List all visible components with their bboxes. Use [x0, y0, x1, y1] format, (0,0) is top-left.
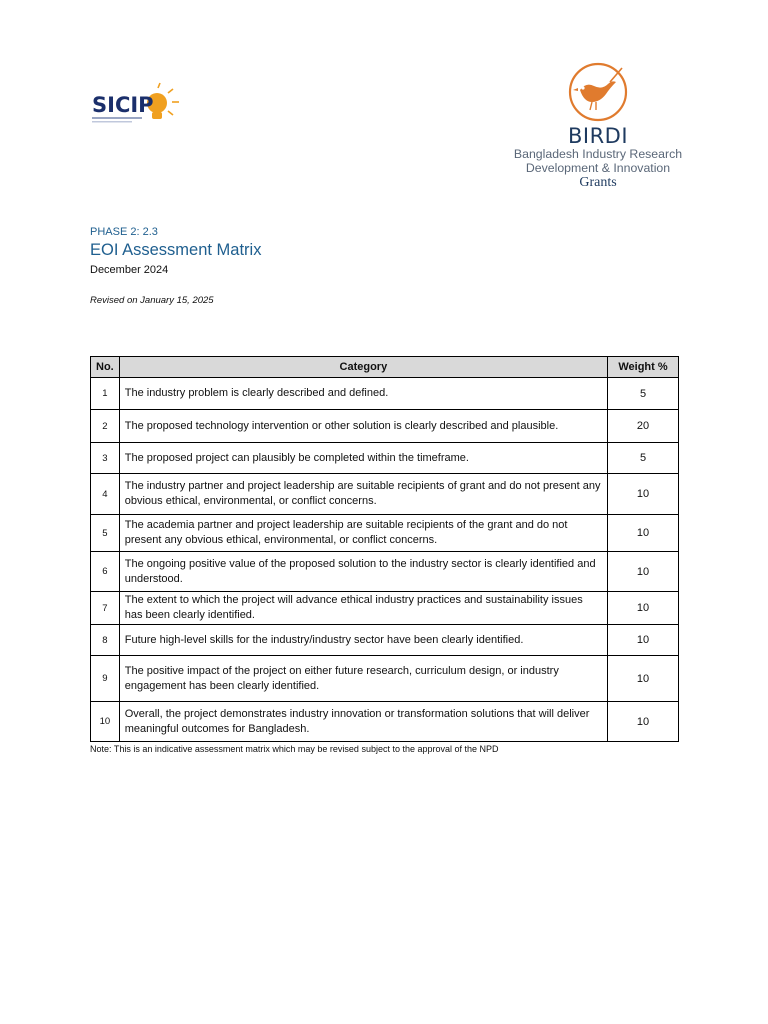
birdi-name: BIRDI [567, 124, 629, 148]
revised-date: Revised on January 15, 2025 [90, 295, 214, 306]
row-category: The academia partner and project leadership are suitable recipients of the grant and do not present any obvious ethical, environmental, or conflict concerns. [119, 515, 607, 552]
table-row [91, 443, 679, 474]
row-weight: 20 [608, 410, 679, 443]
row-weight: 10 [608, 552, 679, 592]
row-category: Overall, the project demonstrates industry innovation or transformation solutions that will deliver meaningful outcomes for Bangladesh. [119, 702, 607, 742]
row-category: The proposed technology intervention or other solution is clearly described and plausible. [119, 410, 607, 443]
assessment-matrix-table [90, 356, 679, 742]
row-category: Future high-level skills for the industry/industry sector have been clearly identified. [119, 625, 607, 656]
bird-icon [566, 60, 630, 124]
column-header-category: Category [119, 357, 607, 378]
row-number: 4 [91, 474, 120, 515]
table-row [91, 592, 679, 625]
table-note: Note: This is an indicative assessment matrix which may be revised subject to the approval of the NPD [90, 744, 499, 754]
row-weight: 5 [608, 378, 679, 410]
row-weight: 10 [608, 474, 679, 515]
birdi-subtitle-line1: Bangladesh Industry Research [513, 147, 683, 161]
row-category: The extent to which the project will advance ethical industry practices and sustainability issues has been clearly identified. [119, 592, 607, 625]
row-weight: 10 [608, 702, 679, 742]
row-weight: 10 [608, 515, 679, 552]
row-number: 5 [91, 515, 120, 552]
birdi-logo [508, 60, 688, 195]
table-row [91, 702, 679, 742]
row-category: The ongoing positive value of the proposed solution to the industry sector is clearly identified and understood. [119, 552, 607, 592]
row-number: 2 [91, 410, 120, 443]
row-number: 9 [91, 656, 120, 702]
birdi-grants: Grants [579, 175, 617, 190]
phase-label: PHASE 2: 2.3 [90, 226, 158, 238]
row-weight: 10 [608, 656, 679, 702]
table-row [91, 378, 679, 410]
row-category: The industry problem is clearly described and defined. [119, 378, 607, 410]
table-row [91, 625, 679, 656]
row-number: 1 [91, 378, 120, 410]
row-weight: 10 [608, 625, 679, 656]
column-header-weight: Weight % [608, 357, 679, 378]
sicip-logo-text: SICIP [92, 93, 154, 117]
row-number: 7 [91, 592, 120, 625]
row-weight: 10 [608, 592, 679, 625]
row-number: 6 [91, 552, 120, 592]
row-category: The positive impact of the project on either future research, curriculum design, or industry engagement has been clearly identified. [119, 656, 607, 702]
row-number: 3 [91, 443, 120, 474]
document-date: December 2024 [90, 264, 169, 276]
birdi-subtitle-line2: Development & Innovation [525, 161, 671, 175]
table-row [91, 656, 679, 702]
table-row [91, 552, 679, 592]
table-row [91, 515, 679, 552]
table-header-row [91, 357, 679, 378]
row-number: 8 [91, 625, 120, 656]
row-weight: 5 [608, 443, 679, 474]
column-header-no: No. [91, 357, 120, 378]
sicip-logo [90, 82, 190, 134]
row-category: The industry partner and project leadership are suitable recipients of grant and do not present any obvious ethical, environmental, or conflict concerns. [119, 474, 607, 515]
row-number: 10 [91, 702, 120, 742]
page-title: EOI Assessment Matrix [90, 241, 262, 259]
row-category: The proposed project can plausibly be completed within the timeframe. [119, 443, 607, 474]
table-row [91, 474, 679, 515]
table-row [91, 410, 679, 443]
